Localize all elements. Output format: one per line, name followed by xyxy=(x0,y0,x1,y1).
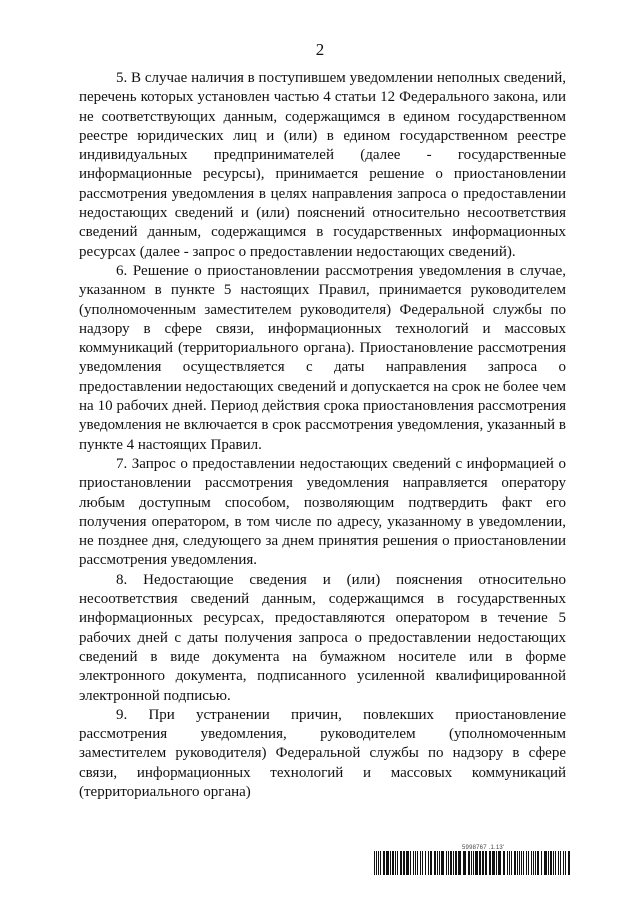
barcode-bar xyxy=(503,851,505,875)
barcode-bar xyxy=(517,851,518,875)
barcode-bar xyxy=(511,851,512,875)
barcode-bar xyxy=(563,851,564,875)
barcode-bar xyxy=(507,851,508,875)
barcode-bar xyxy=(380,851,381,875)
barcode-bar xyxy=(397,851,398,875)
barcode-bar xyxy=(413,851,414,875)
barcode-bar xyxy=(537,851,539,875)
barcode-bar xyxy=(417,851,418,875)
barcode-bar xyxy=(390,851,391,875)
barcode-bar xyxy=(428,851,429,875)
paragraph-5: 5. В случае наличия в поступившем уведомлении неполных сведений, перечень которых установлен частью 4 статьи 12 Федерального закона, или не соответствующих данным, содержащимся в едином государственном реестре юридических лиц и (или) в едином государственном реестре индивидуальных предпринимателей (далее - государственные информационные ресурсы), принимается решение о приостановлении рассмотрения уведомления в целях направления запроса о предоставлении недостающих сведений и (или) пояснений относительно несоответствия сведений данным, содержащимся в государственных информационных ресурсах (далее - запрос о предоставлении недостающих сведений). xyxy=(79,70,566,260)
barcode-bar xyxy=(553,851,554,875)
barcode-bar xyxy=(541,851,542,875)
barcode-bar xyxy=(376,851,377,875)
barcode-bar xyxy=(485,851,487,875)
barcode-bar xyxy=(406,851,409,875)
barcode-bar xyxy=(468,851,470,875)
barcode-bar xyxy=(430,851,432,875)
barcode-bar xyxy=(526,851,527,875)
barcode-bar xyxy=(455,851,457,875)
paragraph-7: 7. Запрос о предоставлении недостающих сведений с информацией о приостановлении рассмотрения уведомления направляется оператору любым доступным способом, позволяющим подтвердить факт его получения оператором, в том числе по адресу, указанному в уведомлении, не позднее дня, следующего за днем принятия решения о приостановлении рассмотрения уведомления. xyxy=(79,455,566,569)
barcode-bar xyxy=(498,851,501,875)
barcode-bar xyxy=(400,851,402,875)
barcode-bar xyxy=(458,851,461,875)
barcode-bar xyxy=(489,851,491,875)
barcode-bar xyxy=(479,851,481,875)
barcode-bar xyxy=(475,851,478,875)
barcode-image xyxy=(374,851,570,875)
paragraph-8: 8. Недостающие сведения и (или) пояснения относительно несоответствия сведений данным, содержащимся в государственных информационных ресурсах, предоставляются оператором в течение 5 рабочих дней с даты получения запроса о предоставлении недостающих сведений в виде документа на бумажном носителе или в форме электронного документа, подписанного усиленной квалифицированной электронной подписью. xyxy=(79,571,566,704)
barcode-bar xyxy=(425,851,426,875)
barcode-bar xyxy=(565,851,566,875)
barcode-bar xyxy=(453,851,454,875)
barcode-bar xyxy=(528,851,529,875)
barcode-bar xyxy=(544,851,547,875)
barcode-bar xyxy=(519,851,520,875)
barcode-bar xyxy=(403,851,405,875)
barcode-bar xyxy=(473,851,474,875)
barcode-bar xyxy=(420,851,421,875)
barcode-bar xyxy=(514,851,516,875)
barcode-bar xyxy=(463,851,466,875)
barcode-bar xyxy=(392,851,394,875)
barcode-bar xyxy=(437,851,438,875)
barcode-bar xyxy=(448,851,449,875)
barcode-bar xyxy=(383,851,385,875)
barcode-bar xyxy=(533,851,534,875)
barcode-bar xyxy=(535,851,536,875)
barcode-bar xyxy=(550,851,552,875)
barcode-bar xyxy=(521,851,522,875)
barcode-bar xyxy=(386,851,389,875)
barcode-bar xyxy=(471,851,472,875)
barcode-bar xyxy=(496,851,497,875)
barcode-bar xyxy=(395,851,396,875)
barcode-bar xyxy=(441,851,444,875)
barcode-bar xyxy=(523,851,524,875)
document-body xyxy=(79,69,566,802)
barcode-bar xyxy=(558,851,559,875)
barcode-bar xyxy=(555,851,556,875)
barcode-bar xyxy=(422,851,423,875)
barcode-bar xyxy=(509,851,510,875)
barcode-bar xyxy=(568,851,570,875)
barcode-bar xyxy=(492,851,495,875)
barcode-bar xyxy=(378,851,379,875)
barcode-bar xyxy=(415,851,416,875)
barcode-bar xyxy=(374,851,375,875)
barcode-bar xyxy=(531,851,532,875)
barcode-bar xyxy=(450,851,452,875)
page-number: 2 xyxy=(315,40,325,59)
paragraph-9: 9. При устранении причин, повлекших приостановление рассмотрения уведомления, руководителем (уполномоченным заместителем руководителя) Федеральной службы по надзору в сфере связи, информационных технологий и массовых коммуникаций (территориального органа) xyxy=(79,706,566,800)
document-code: 5998767 .1.13' xyxy=(462,845,505,851)
barcode-bar xyxy=(410,851,411,875)
barcode-bar xyxy=(446,851,447,875)
barcode-bar xyxy=(560,851,561,875)
barcode-bar xyxy=(548,851,549,875)
barcode-bar xyxy=(434,851,436,875)
barcode-bar xyxy=(482,851,484,875)
barcode-bar xyxy=(439,851,440,875)
paragraph-6: 6. Решение о приостановлении рассмотрения уведомления в случае, указанном в пункте 5 настоящих Правил, принимается руководителем (уполномоченным заместителем руководителя) Федеральной службы по надзору в сфере связи, информационных технологий и массовых коммуникаций (территориального органа). Приостановление рассмотрения уведомления осуществляется с даты направления запроса о предоставлении недостающих сведений и допускается на срок не более чем на 10 рабочих дней. Период действия срока приостановления рассмотрения уведомления не включается в срок рассмотрения уведомления, указанный в пункте 4 настоящих Правил. xyxy=(79,262,566,453)
